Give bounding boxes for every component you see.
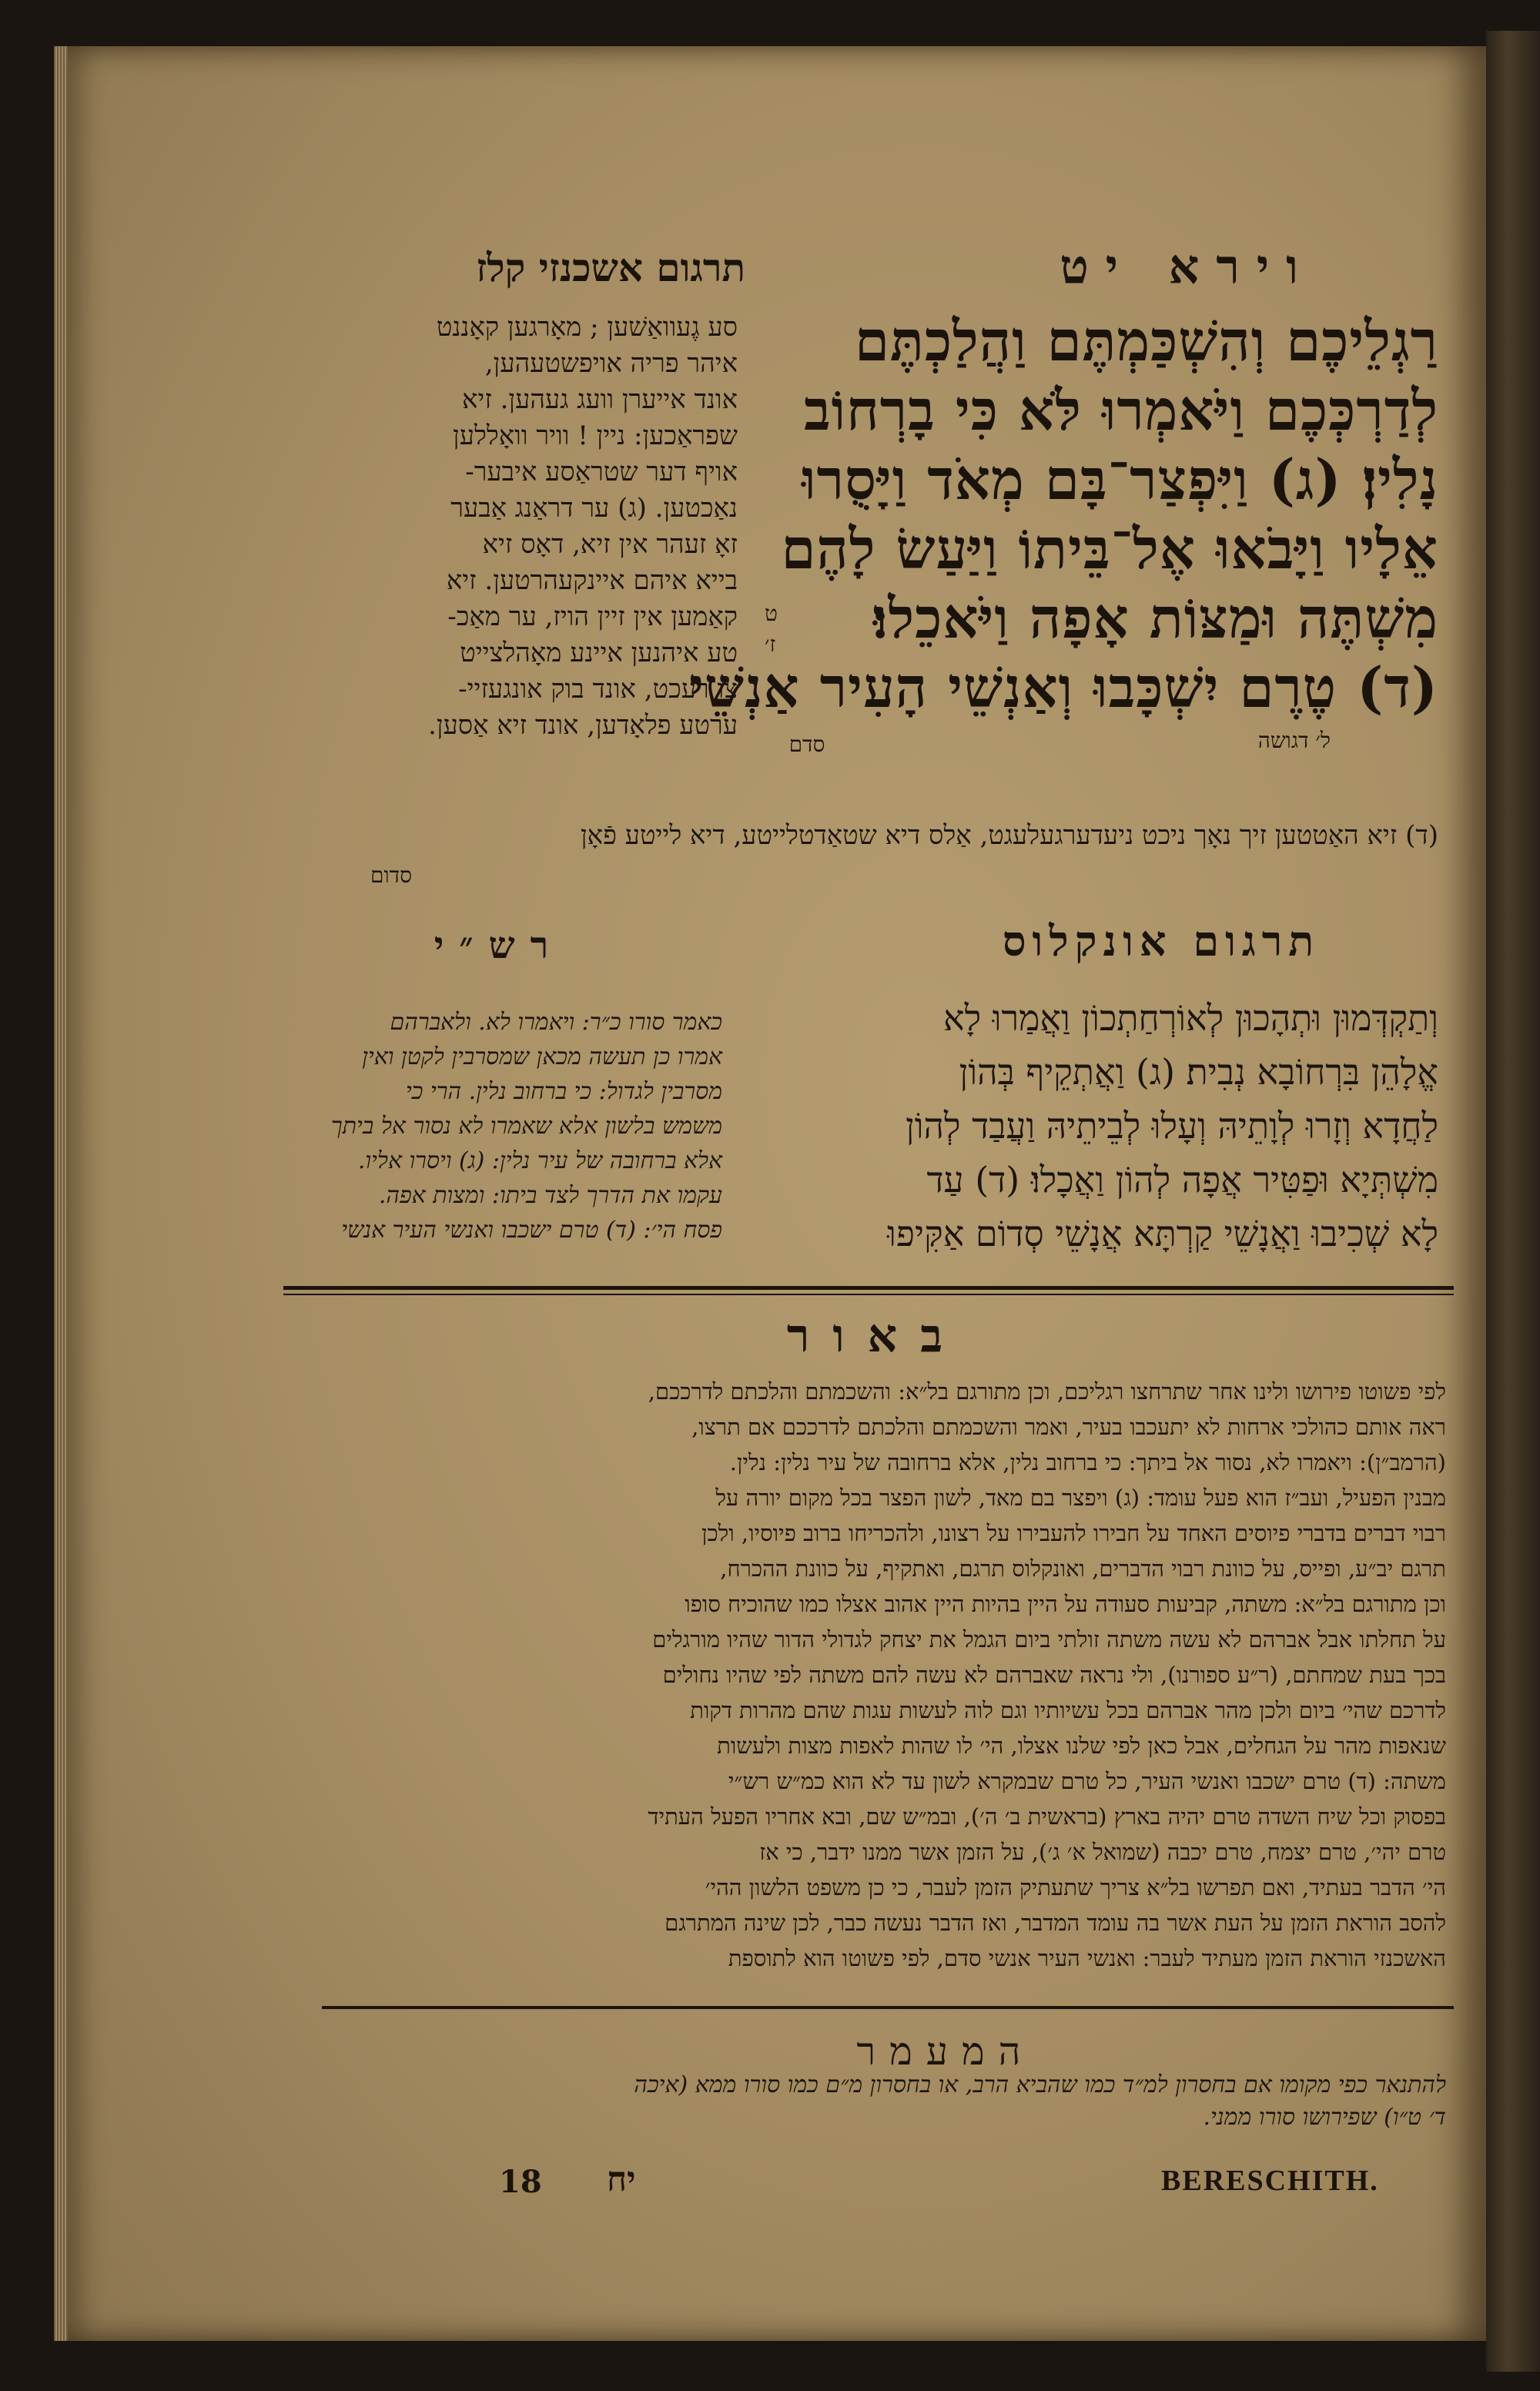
biur-line: על תחלתו אבל אברהם לא עשה משתה זולתי ביום הגמל את יצחק לגדולי הדור שהיו מורגלים — [652, 1626, 1446, 1653]
book-name: BERESCHITH. — [1161, 2165, 1379, 2197]
ashkenazi-line: איהר פריה אויפשטעהען, — [484, 348, 738, 379]
book-page — [68, 46, 1486, 2341]
onkelos-title: תרגום אונקלוס — [1002, 916, 1321, 966]
biur-line: ראה אותם כהולכי ארחות לא יתעכבו בעיר, ואמר והשכמתם והלכתם לדרככם אם תרצו, — [691, 1414, 1446, 1440]
biur-title: באור — [786, 1309, 966, 1363]
onkelos-line: אֱלָהֵן בִּרְחוֹבָא נְבִית׃ (ג) וַאֲתְקֵיף בְּהוֹן — [959, 1051, 1438, 1093]
torah-line: אֵלָיו וַיָּבֹאוּ אֶל־בֵּיתוֹ וַיַּעַשׂ לָהֶם — [781, 516, 1438, 581]
biur-line: לדרכם שהי׳ ביום ולכן מהר אברהם בכל עשיותיו וגם לוה לעשות עגות שהם מהרות דקות — [690, 1697, 1446, 1723]
page-stack-edge — [54, 46, 69, 2341]
sedom-note: סדם — [788, 732, 825, 757]
biur-line: משתה: (ד) טרם ישכבו ואנשי העיר, כל טרם שבמקרא לשון עד לא הוא כמ״ש רש״י — [728, 1768, 1446, 1794]
rashi-line: עקמו את הדרך לצד ביתו: ומצות אפה. — [378, 1182, 722, 1209]
torah-line: (ד) טֶרֶם יִשְׁכָּבוּ וְאַנְשֵׁי הָעִיר אַנְשֵׁי — [689, 655, 1438, 720]
biur-line: הי׳ הדבר בעתיד, ואם תפרשו בל״א צריך שתעתיק הזמן לעבר, כי כן משפט הלשון ההי׳ — [705, 1874, 1446, 1900]
hamaamar-line: ד׳ ט״ו) שפירושו סורו ממני. — [1203, 2104, 1446, 2131]
onkelos-line: לָא שְׁכִיבוּ וַאֲנָשֵׁי קַרְתָּא אֲנָשֵׁי סְדוֹם אַקִּיפוּ — [887, 1213, 1438, 1254]
ashkenazi-line: בייא איהם איינקעהרטען. זיא — [446, 565, 738, 596]
biur-line: האשכנזי הוראת הזמן מעתיד לעבר: ואנשי העיר אנשי סדם, לפי פשוטו הוא לתוספת — [728, 1945, 1446, 1971]
onkelos-line: וְתַקְדְּמוּן וּתְהָכוּן לְאוֹרְחַתְכוֹן וַאֲמַרוּ לָא — [943, 997, 1438, 1039]
ashkenazi-line: טע איהנען איינע מאָהלצייט — [460, 638, 738, 668]
next-page-edge — [1486, 31, 1540, 2372]
ashkenazi-continuation: (ד) זיא האַטטען זיך נאָך ניכט ניעדערגעלעגט, אַלס דיא שטאַדטלייטע, דיא לייטע פֿאָן — [581, 820, 1438, 851]
biur-line: טרם יהי׳, טרם יצמח, טרם יכבה (שמואל א׳ ג׳), על הזמן אשר ממנו ידבר, כי אז — [759, 1839, 1446, 1865]
biur-line: בכך בעת שמחתם, (ר״ע ספורנו), ולי נראה שאברהם לא עשה להם משתה לפי שהיו נחולים — [662, 1662, 1446, 1688]
rashi-line: אמרו כן תעשה מכאן שמסרבין לקטן ואין — [362, 1043, 722, 1070]
rashi-line: מסרבין לגדול: כי ברחוב נלין. הרי כי — [405, 1078, 722, 1105]
ashkenazi-line: אונד אייערן וועג געהען. זיא — [462, 384, 738, 415]
side-mark: ז׳ — [765, 631, 776, 657]
torah-line: לְדַרְכְּכֶם וַיֹּאמְרוּ לֹּא כִּי בָרְחוֹב — [803, 377, 1438, 443]
onkelos-line: לַחֲדָא וְזָרוּ לְוָתֵיהּ וְעָלוּ לְבֵיתֵיהּ וַעֲבַד לְהוֹן — [906, 1105, 1438, 1147]
dagusha-note: ל׳ דגושה — [1257, 728, 1331, 753]
side-mark: ט — [765, 601, 778, 626]
section-rule — [283, 1286, 1454, 1290]
torah-line: מִשְׁתֶּה וּמַצּוֹת אָפָה וַיֹּאכֵלוּ׃ — [872, 585, 1438, 651]
biur-line: תרגם יב״ע, ופייס, על כוונת רבוי הדברים, ואונקלוס תרגם, ואתקיף, על כוונת ההכרח, — [720, 1555, 1446, 1582]
biur-line: שנאפות מהר על הגחלים, אבל כאן לפי שלנו אצלו, הי׳ לו שהות לאפות מצות ולעשות — [717, 1733, 1446, 1759]
biur-line: רבוי דברים בדברי פיוסים האחד על חבירו להעבירו על רצונו, ולהכריחו ברוב פיוסיו, ולכן — [701, 1520, 1446, 1546]
onkelos-line: מִשְׁתְּיָא וּפַטִּיר אֲפָה לְהוֹן וַאֲכָלוּ׃ (ד) עַד — [926, 1159, 1438, 1201]
hebrew-page-number: יח — [607, 2160, 636, 2199]
ashkenazi-translation-header: תרגום אשכנזי קלז — [476, 245, 745, 290]
torah-line: רַגְלֵיכֶם וְהִשְׁכַּמְתֶּם וַהֲלַכְתֶּם — [854, 308, 1438, 373]
ashkenazi-line: אויף דער שטראַסע איבער- — [465, 457, 738, 487]
biur-line: להסב הוראת הזמן על העת אשר בה עומד המדבר, ואז הדבר נעשה כבר, לכן שינה המתרגם — [665, 1910, 1446, 1936]
ashkenazi-sedom: סדום — [370, 862, 413, 888]
rashi-title: רש״י — [434, 924, 564, 967]
ashkenazi-line: שפראַכען: ניין ! וויר וואָללען — [453, 420, 738, 451]
ashkenazi-line: קאַמען אין זיין הויז, ער מאַכ- — [447, 601, 738, 632]
biur-line: וכן מתורגם בל״א: משתה, קביעות סעודה על היין בהיות היין אהוב אצלו כמו שהוכיח סופו — [685, 1591, 1446, 1617]
biur-line: לפי פשוטו פירושו ולינו אחר שתרחצו רגליכם, וכן מתורגם בל״א: והשכמתם והלכתם לדרככם, — [648, 1378, 1446, 1405]
rashi-line: משמש בלשון אלא שאמרו לא נסור אל ביתך — [331, 1113, 722, 1140]
hamaamar-title: המעמר — [856, 2029, 1035, 2074]
ashkenazi-line: צו רעכט, אונד בוק אונגעזיי- — [458, 674, 738, 705]
section-rule — [283, 1294, 1454, 1295]
hamaamar-line: להתנאר כפי מקומו אם בחסרון למ״ד כמו שהביא הרב, או בחסרון מ״ם כמו סורו ממא (איכה — [634, 2071, 1446, 2098]
biur-line: בפסוק וכל שיח השדה טרם יהיה בארץ (בראשית ב׳ ה׳), ובמ״ש שם, ובא אחריו הפעל העתיד — [648, 1803, 1446, 1830]
parasha-header: וירא יט — [1060, 239, 1315, 295]
ashkenazi-line: ערטע פלאָדען, אונד זיא אַסען. — [428, 710, 738, 741]
rashi-line: כאמר סורו כ״ר: ויאמרו לא. ולאברהם — [390, 1009, 722, 1036]
biur-line: (הרמב״ן): ויאמרו לא, נסור אל ביתך: כי ברחוב נלין, אלא ברחובה של עיר נלין: נלין. — [729, 1449, 1446, 1475]
page-number: 18 — [499, 2164, 542, 2200]
ashkenazi-line: נאַכטען. (ג) ער דראַנג אַבער — [450, 493, 738, 524]
biur-line: מבנין הפעיל, ועב״ז הוא פעל עומד: (ג) ויפצר בם מאד, לשון הפצר בכל מקום יורה על — [715, 1485, 1446, 1511]
ashkenazi-line: זאָ זעהר אין זיא, דאָס זיא — [482, 529, 738, 560]
ashkenazi-line: סע גֶעוואַשׁען ; מאָרגען קאָננט — [436, 312, 738, 343]
torah-line: נָלִין׃ (ג) וַיִּפְצַר־בָּם מְאֹד וַיָּסֻרוּ — [802, 447, 1438, 512]
rashi-line: אלא ברחובה של עיר נלין: (ג) ויסרו אליו. — [357, 1147, 722, 1174]
rashi-line: פסח הי׳: (ד) טרם ישכבו ואנשי העיר אנשי — [341, 1217, 722, 1244]
section-rule — [322, 2006, 1454, 2009]
